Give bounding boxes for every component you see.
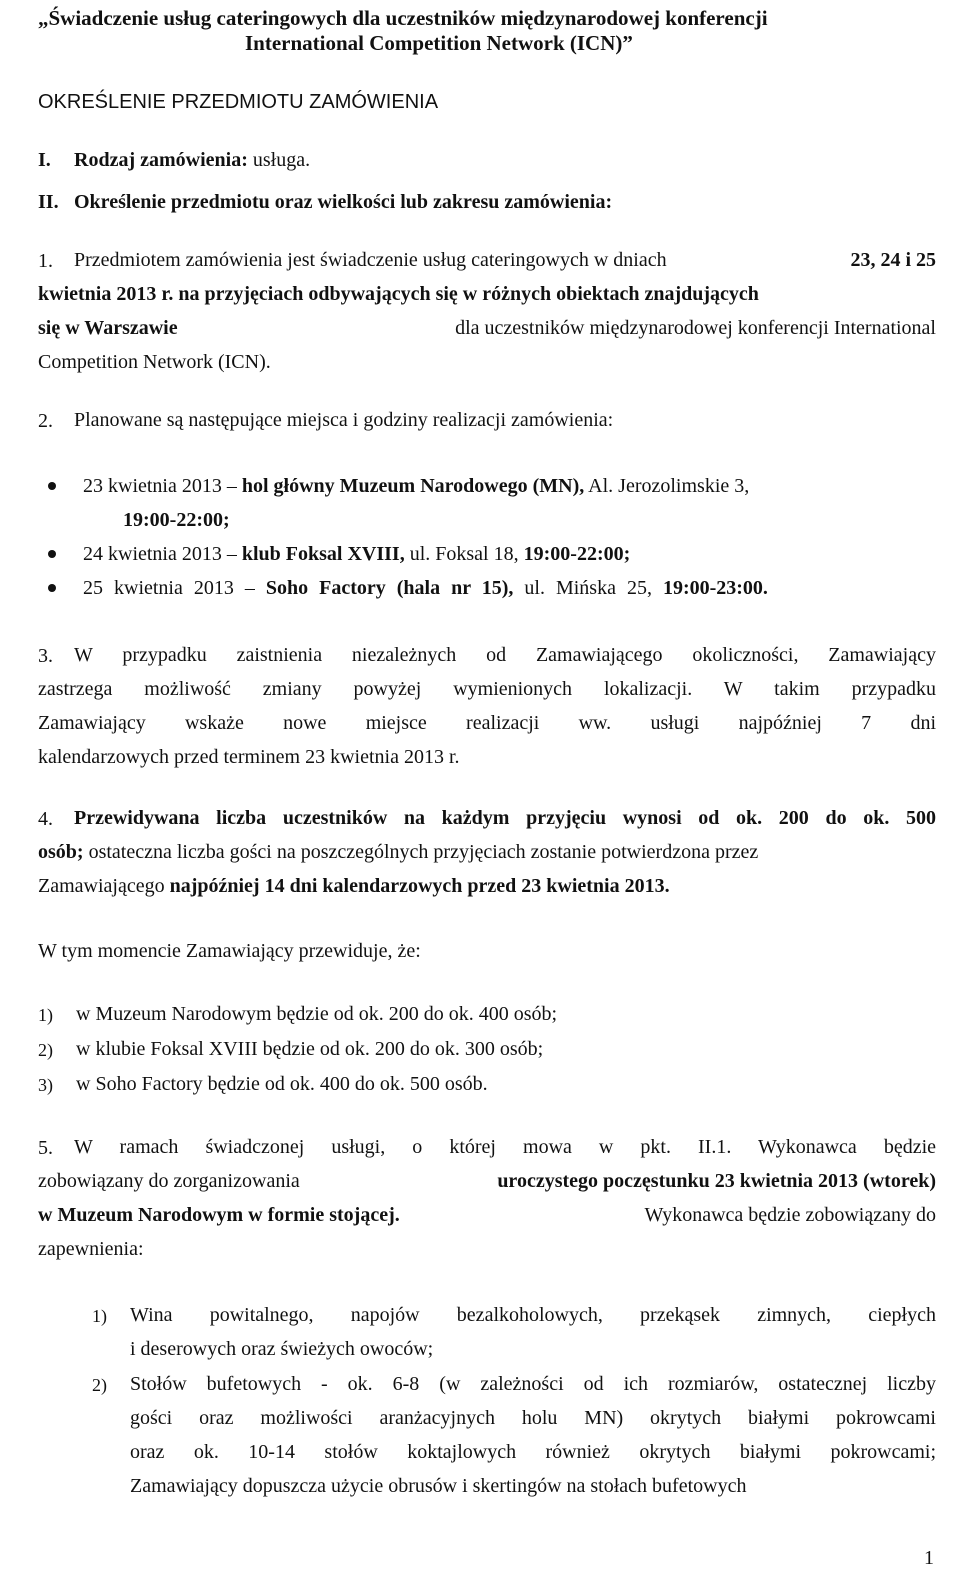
p5-item-1-line-1: Wina powitalnego, napojów bezalkoholowych, przekąsek zimnych, ciepłych	[130, 1304, 936, 1326]
p5-item-2-number: 2)	[92, 1375, 107, 1395]
bullet-1-time: 19:00-22:00;	[123, 509, 230, 531]
bullet-3-time: 19:00-23:00.	[662, 577, 768, 599]
bullet-icon	[48, 584, 56, 592]
bullet-3-address: ul. Mińska 25,	[513, 577, 663, 599]
p1-line-3	[38, 318, 936, 338]
p5-item-2-line-4: Zamawiający dopuszcza użycie obrusów i skertingów na stołach bufetowych	[130, 1475, 747, 1497]
section-i-value: usługa.	[247, 149, 311, 171]
p1-dates: 23, 24 i 25	[850, 249, 936, 271]
bullet-item-1-time	[123, 510, 230, 530]
p1-city: się w Warszawie	[38, 317, 178, 339]
p4-deadline: najpóźniej 14 dni kalendarzowych przed 23 kwietnia 2013.	[169, 875, 670, 897]
p1-number: 1.	[38, 250, 53, 272]
section-ii-label-text: Określenie przedmiotu oraz wielkości lub zakresu zamówienia:	[74, 191, 613, 213]
p5-line-4: zapewnienia:	[38, 1238, 144, 1260]
p4-number: 4.	[38, 808, 53, 830]
bullet-1-date: 23 kwietnia 2013 –	[83, 475, 242, 497]
p4-line-1	[74, 808, 936, 828]
p2-text: Planowane są następujące miejsca i godziny realizacji zamówienia:	[74, 409, 614, 431]
p5-item-1-line-2: i deserowych oraz świeżych owoców;	[130, 1338, 434, 1360]
p1-month: kwietnia 2013 r.	[38, 283, 174, 305]
p4-item-2: w klubie Foksal XVIII będzie od ok. 200 do ok. 300 osób;	[76, 1038, 544, 1060]
p5-item-1-number: 1)	[92, 1306, 107, 1326]
p1-line-1-text: Przedmiotem zamówienia jest świadczenie usług cateringowych w dniach	[74, 249, 667, 271]
bullet-icon	[48, 482, 56, 490]
document-title-line-1: „Świadczenie usług cateringowych dla uczestników międzynarodowej konferencji	[38, 6, 768, 30]
bullet-2-address: ul. Foksal 18,	[404, 543, 524, 565]
p5-line-2-text: zobowiązany do zorganizowania	[38, 1170, 305, 1192]
bullet-3-date: 25 kwietnia 2013 –	[83, 577, 266, 599]
p4-line-2-text: ostateczna liczba gości na poszczególnych przyjęciach zostanie potwierdzona przez	[83, 841, 759, 863]
p4-item-2-number: 2)	[38, 1040, 53, 1060]
p5-item-2-line-1: Stołów bufetowych - ok. 6-8 (w zależności od ich rozmiarów, ostatecznej liczby	[130, 1373, 936, 1395]
p1-line-4: Competition Network (ICN).	[38, 351, 271, 373]
bullet-item-3	[83, 578, 768, 598]
p5-line-3	[38, 1205, 936, 1225]
section-i-label: Rodzaj zamówienia:	[74, 149, 248, 171]
p1-line-1	[74, 250, 936, 270]
p5-line-2	[38, 1171, 936, 1191]
p4-item-1-number: 1)	[38, 1005, 53, 1025]
bullet-2-date: 24 kwietnia 2013 –	[83, 543, 242, 565]
bullet-2-venue: klub Foksal XVIII,	[241, 543, 405, 565]
bullet-3-venue: Soho Factory (hala nr 15),	[265, 577, 514, 599]
p3-line-3: Zamawiający wskaże nowe miejsce realizacji ww. usługi najpóźniej 7 dni	[38, 712, 936, 734]
p5-line-3-text: Wykonawca będzie zobowiązany do	[639, 1204, 936, 1226]
p5-line-1: W ramach świadczonej usługi, o której mowa w pkt. II.1. Wykonawca będzie	[74, 1136, 936, 1158]
p3-line-4: kalendarzowych przed terminem 23 kwietnia 2013 r.	[38, 746, 460, 768]
p4-intro: W tym momencie Zamawiający przewiduje, że:	[38, 940, 421, 962]
p3-number: 3.	[38, 645, 53, 667]
p5-venue: w Muzeum Narodowym w formie stojącej.	[38, 1204, 400, 1226]
bullet-1-venue: hol główny Muzeum Narodowego (MN),	[241, 475, 585, 497]
section-i	[38, 150, 51, 170]
section-heading: OKREŚLENIE PRZEDMIOTU ZAMÓWIENIA	[38, 91, 439, 113]
p4-persons: osób;	[38, 841, 84, 863]
p5-item-2-line-2: gości oraz możliwości aranżacyjnych holu MN) okrytych białymi pokrowcami	[130, 1407, 936, 1429]
bullet-item-1	[83, 476, 749, 496]
p1-line-3-text: dla uczestników międzynarodowej konferencji International	[455, 317, 936, 339]
section-ii-num: II.	[38, 191, 59, 213]
p3-line-2: zastrzega możliwość zmiany powyżej wymienionych lokalizacji. W takim przypadku	[38, 678, 936, 700]
p4-item-3-number: 3)	[38, 1075, 53, 1095]
section-ii-label	[74, 192, 612, 212]
bullet-item-2	[83, 544, 630, 564]
p1-line-2	[38, 284, 759, 304]
bullet-icon	[48, 550, 56, 558]
p2-number: 2.	[38, 410, 53, 432]
section-i-content	[74, 150, 310, 170]
p5-number: 5.	[38, 1137, 53, 1159]
bullet-1-address: Al. Jerozolimskie 3,	[584, 475, 750, 497]
p4-line-1-text: Przewidywana liczba uczestników na każdym przyjęciu wynosi od ok. 200 do ok. 500	[74, 807, 936, 829]
document-title-line-2: International Competition Network (ICN)”	[245, 31, 633, 55]
page-number: 1	[924, 1547, 934, 1569]
p5-reception: uroczystego poczęstunku 23 kwietnia 2013 (wtorek)	[497, 1170, 936, 1192]
section-i-num: I.	[38, 149, 51, 171]
p4-line-2	[38, 842, 758, 862]
p1-places: na przyjęciach odbywających się w różnych obiektach znajdujących	[173, 283, 759, 305]
p4-item-1: w Muzeum Narodowym będzie od ok. 200 do ok. 400 osób;	[76, 1003, 558, 1025]
p4-line-3	[38, 876, 670, 896]
p3-line-1: W przypadku zaistnienia niezależnych od Zamawiającego okoliczności, Zamawiający	[74, 644, 936, 666]
bullet-2-time: 19:00-22:00;	[523, 543, 631, 565]
section-ii	[38, 192, 59, 212]
p4-line-3-text: Zamawiającego	[38, 875, 170, 897]
p5-item-2-line-3: oraz ok. 10-14 stołów koktajlowych również okrytych białymi pokrowcami;	[130, 1441, 936, 1463]
p4-item-3: w Soho Factory będzie od ok. 400 do ok. 500 osób.	[76, 1073, 488, 1095]
